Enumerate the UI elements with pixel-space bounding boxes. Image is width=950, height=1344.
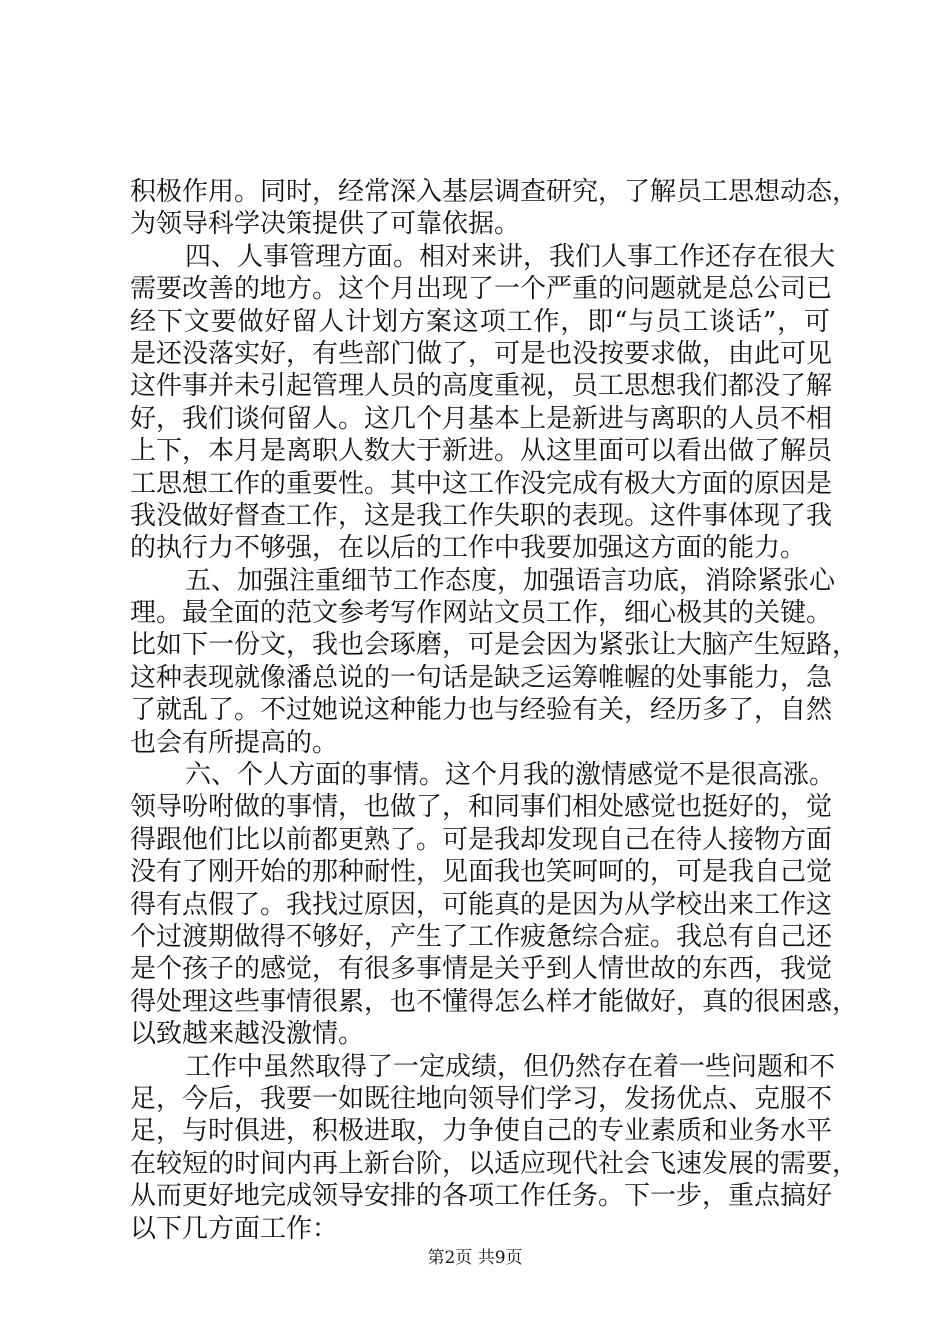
text-line: 为领导科学决策提供了可靠依据。	[130, 209, 521, 240]
text-line: 也会有所提高的。	[130, 727, 339, 758]
text-line: 这件事并未引起管理人员的高度重视，员工思想我们都没了解	[130, 371, 833, 402]
text-line: 得有点假了。我找过原因，可能真的是因为从学校出来工作这	[130, 889, 833, 920]
text-line: 得跟他们比以前都更熟了。可是我却发现自己在待人接物方面	[130, 824, 833, 855]
paragraph-start-line: 工作中虽然取得了一定成绩，但仍然存在着一些问题和不	[185, 1051, 836, 1082]
paragraph-start-line: 六、个人方面的事情。这个月我的激情感觉不是很高涨。	[185, 760, 836, 791]
body-text	[130, 176, 859, 1245]
text-line: 领导吩咐做的事情，也做了，和同事们相处感觉也挺好的，觉	[130, 792, 833, 823]
text-line: 经下文要做好留人计划方案这项工作，即“与员工谈话”，可	[130, 306, 830, 337]
text-line: 在较短的时间内再上新台阶，以适应现代社会飞速发展的需要，	[130, 1148, 859, 1179]
text-line: 足，与时俱进，积极进取，力争使自己的专业素质和业务水平	[130, 1116, 833, 1147]
text-line: 是个孩子的感觉，有很多事情是关乎到人情世故的东西，我觉	[130, 954, 833, 985]
text-line: 以下几方面工作：	[130, 1213, 339, 1244]
text-line: 需要改善的地方。这个月出现了一个严重的问题就是总公司已	[130, 274, 833, 305]
text-line: 工思想工作的重要性。其中这工作没完成有极大方面的原因是	[130, 468, 833, 499]
text-line: 个过渡期做得不够好，产生了工作疲惫综合症。我总有自己还	[130, 921, 833, 952]
text-line: 足，今后，我要一如既往地向领导们学习，发扬优点、克服不	[130, 1083, 833, 1114]
text-line: 这种表现就像潘总说的一句话是缺乏运筹帷幄的处事能力，急	[130, 662, 833, 693]
text-line: 是还没落实好，有些部门做了，可是也没按要求做，由此可见	[130, 338, 833, 369]
text-line: 比如下一份文，我也会琢磨，可是会因为紧张让大脑产生短路，	[130, 630, 859, 661]
text-line: 得处理这些事情很累，也不懂得怎么样才能做好，真的很困惑，	[130, 986, 859, 1017]
text-line: 从而更好地完成领导安排的各项工作任务。下一步，重点搞好	[130, 1181, 833, 1212]
text-line: 理。最全面的范文参考写作网站文员工作，细心极其的关键。	[130, 598, 833, 629]
text-line: 的执行力不够强，在以后的工作中我要加强这方面的能力。	[130, 533, 807, 564]
text-line: 我没做好督查工作，这是我工作失职的表现。这件事体现了我	[130, 500, 833, 531]
paragraph-start-line: 五、加强注重细节工作态度，加强语言功底，消除紧张心	[185, 565, 836, 596]
text-line: 了就乱了。不过她说这种能力也与经验有关，经历多了，自然	[130, 695, 833, 726]
text-line: 好，我们谈何留人。这几个月基本上是新进与离职的人员不相	[130, 403, 833, 434]
text-line: 上下，本月是离职人数大于新进。从这里面可以看出做了解员	[130, 436, 833, 467]
text-line: 没有了刚开始的那种耐性，见面我也笑呵呵的，可是我自己觉	[130, 857, 833, 888]
page-number-footer: 第2页 共9页	[427, 1248, 523, 1268]
paragraph-start-line: 四、人事管理方面。相对来讲，我们人事工作还存在很大	[185, 241, 836, 272]
text-line: 积极作用。同时，经常深入基层调查研究，了解员工思想动态，	[130, 177, 859, 207]
text-line: 以致越来越没激情。	[130, 1019, 365, 1050]
